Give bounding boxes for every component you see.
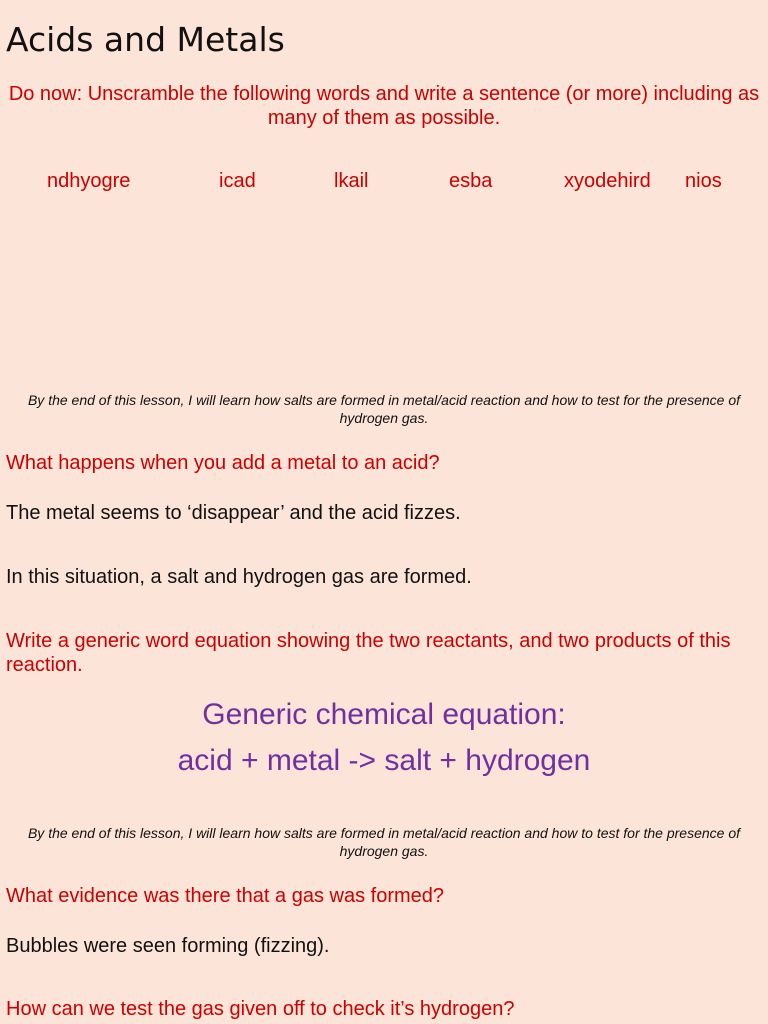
scrambled-word: esba bbox=[449, 170, 493, 192]
equation-heading: Generic chemical equation: bbox=[202, 698, 566, 731]
do-now-instruction: Do now: Unscramble the following words and write a sentence (or more) including as many of them as possible. bbox=[8, 83, 760, 129]
scrambled-word: ndhyogre bbox=[47, 170, 131, 192]
lesson-objective: By the end of this lesson, I will learn how salts are formed in metal/acid reaction and how to test for the presence of hydrogen gas. bbox=[27, 392, 741, 426]
answer-bubbles: Bubbles were seen forming (fizzing). bbox=[6, 935, 330, 957]
scrambled-word: icad bbox=[219, 170, 256, 192]
page-title: Acids and Metals bbox=[6, 20, 285, 59]
scrambled-word: lkail bbox=[334, 170, 369, 192]
answer-metal-disappears: The metal seems to ‘disappear’ and the acid fizzes. bbox=[6, 502, 461, 524]
answer-salt-hydrogen: In this situation, a salt and hydrogen gas are formed. bbox=[6, 566, 472, 588]
lesson-objective: By the end of this lesson, I will learn how salts are formed in metal/acid reaction and how to test for the presence of hydrogen gas. bbox=[27, 825, 741, 859]
scrambled-word: nios bbox=[685, 170, 722, 192]
scrambled-word-list bbox=[0, 170, 768, 196]
question-metal-acid: What happens when you add a metal to an acid? bbox=[6, 452, 440, 474]
question-gas-evidence: What evidence was there that a gas was formed? bbox=[6, 885, 445, 907]
scrambled-word: xyodehird bbox=[564, 170, 651, 192]
question-word-equation: Write a generic word equation showing the two reactants, and two products of this reaction. bbox=[6, 630, 731, 676]
word-equation: acid + metal -> salt + hydrogen bbox=[177, 744, 591, 777]
question-hydrogen-test: How can we test the gas given off to check it’s hydrogen? bbox=[6, 998, 515, 1020]
